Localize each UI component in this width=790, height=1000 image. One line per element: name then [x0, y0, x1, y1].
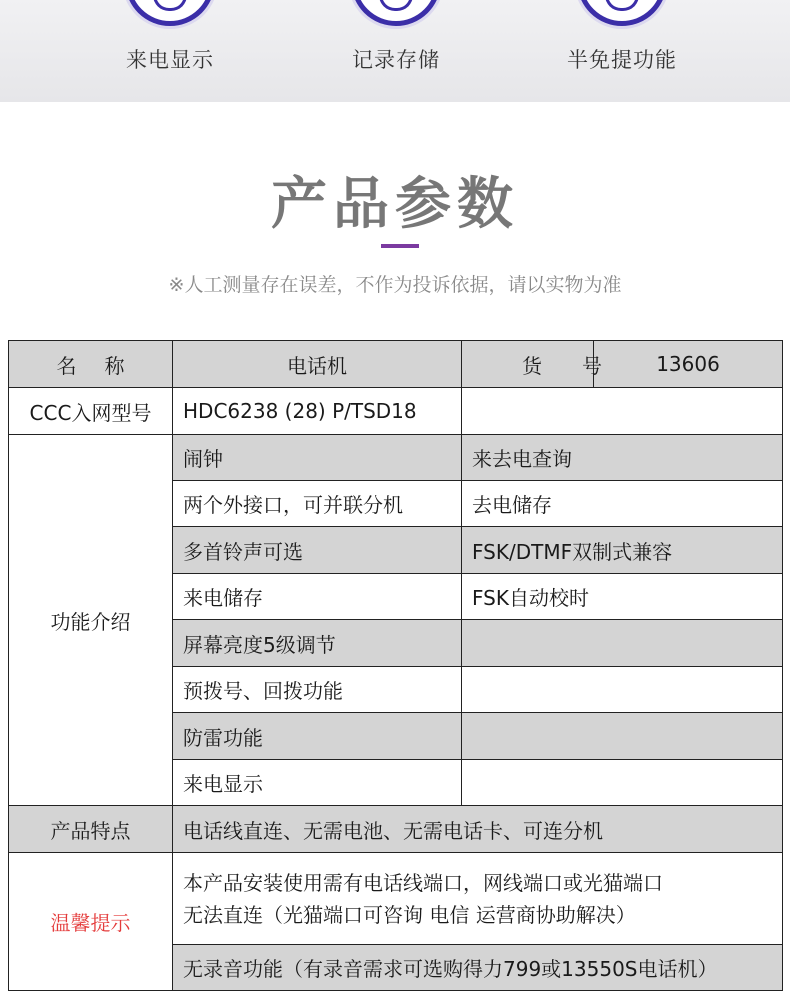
- function-item: 来去电查询: [462, 435, 783, 481]
- function-item: 两个外接口，可并联分机: [173, 481, 462, 527]
- function-item: 预拨号、回拨功能: [173, 667, 462, 713]
- function-item: [462, 667, 783, 713]
- feature-band: [0, 0, 790, 102]
- tips-line: 本产品安装使用需有电话线端口，网线端口或光猫端口: [183, 870, 663, 895]
- function-item: 来电储存: [173, 574, 462, 620]
- feature-caller-id: [75, 0, 265, 102]
- page-subtitle: ※人工测量存在误差，不作为投诉依据，请以实物为准: [168, 274, 622, 296]
- function-item: [462, 713, 783, 760]
- function-item: [462, 760, 783, 806]
- ccc-value: HDC6238 (28) P/TSD18: [173, 388, 462, 435]
- table-row: [9, 341, 783, 388]
- table-row: [9, 435, 783, 481]
- tips-label: 温馨提示: [9, 853, 173, 991]
- sku-label: 货号: [462, 341, 594, 388]
- function-item: 闹钟: [173, 435, 462, 481]
- feature-label: 记录存储: [352, 48, 440, 72]
- parameter-table: [8, 340, 783, 991]
- ccc-empty: [462, 388, 783, 435]
- function-item: 防雷功能: [173, 713, 462, 760]
- tips-line: 无录音功能（有录音需求可选购得力799或13550S电话机）: [173, 945, 783, 991]
- name-value: 电话机: [173, 341, 462, 388]
- page-title: 产品参数: [271, 172, 519, 237]
- ccc-label: CCC入网型号: [9, 388, 173, 435]
- title-underline: [381, 244, 419, 248]
- feature-label: 来电显示: [126, 48, 214, 72]
- caller-id-icon: [125, 0, 215, 26]
- storage-icon: [351, 0, 441, 26]
- function-item: 屏幕亮度5级调节: [173, 620, 462, 667]
- features-label: 产品特点: [9, 806, 173, 853]
- table-row: [9, 853, 783, 945]
- features-value: 电话线直连、无需电池、无需电话卡、可连分机: [173, 806, 783, 853]
- function-item: 多首铃声可选: [173, 527, 462, 574]
- tips-text: [173, 853, 783, 945]
- function-item: [462, 620, 783, 667]
- feature-storage: [301, 0, 491, 102]
- feature-speakerphone: [527, 0, 717, 102]
- function-item: FSK/DTMF双制式兼容: [462, 527, 783, 574]
- tips-line: 无法直连（光猫端口可咨询 电信 运营商协助解决）: [183, 902, 636, 927]
- feature-label: 半免提功能: [567, 48, 677, 72]
- function-item: 去电储存: [462, 481, 783, 527]
- function-item: FSK自动校时: [462, 574, 783, 620]
- functions-label: 功能介绍: [9, 435, 173, 806]
- table-row: [9, 806, 783, 853]
- speakerphone-icon: [577, 0, 667, 26]
- name-label: 名称: [9, 341, 173, 388]
- sku-value: 13606: [594, 341, 783, 388]
- function-item: 来电显示: [173, 760, 462, 806]
- table-row: [9, 388, 783, 435]
